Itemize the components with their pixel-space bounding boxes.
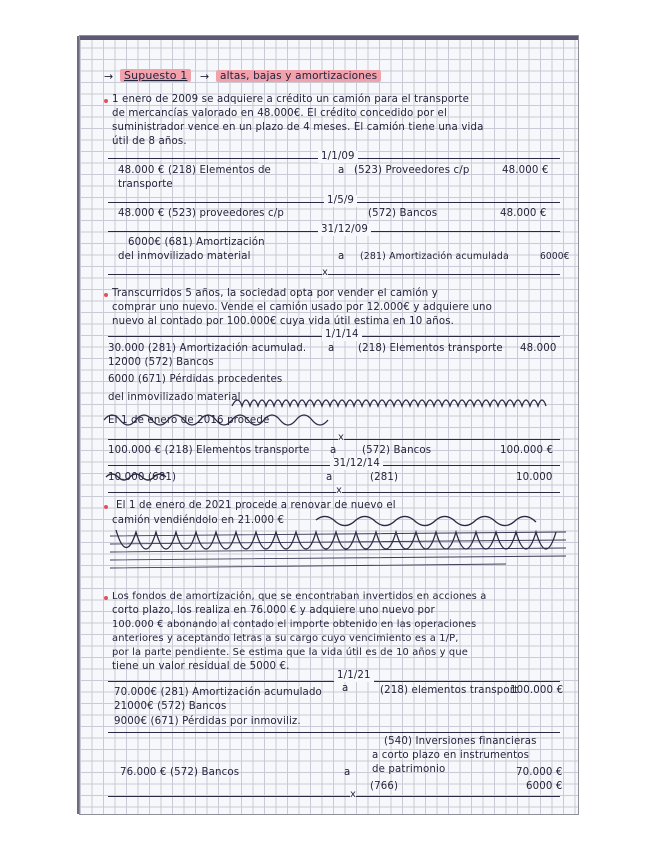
notebook-page xyxy=(80,36,578,814)
entry-credit: (572) Bancos xyxy=(368,208,438,219)
section2-line-1: Transcurridos 5 años, la sociedad opta por vender el camión y xyxy=(112,288,438,299)
section4-line-5: por la parte pendiente. Se estima que la vida útil es de 10 años y que xyxy=(112,647,468,658)
entry-date: 1/1/09 xyxy=(318,151,358,163)
bullet-icon xyxy=(104,293,108,297)
entry-debit-cont: del inmovilizado material xyxy=(108,392,241,403)
entry-debit: 100.000 € (218) Elementos transporte xyxy=(108,445,310,456)
entry-credit: (218) Elementos transporte xyxy=(358,343,503,354)
bullet-icon xyxy=(104,505,108,509)
journal-separator xyxy=(108,732,560,733)
journal-end-line xyxy=(108,492,560,493)
entry-amount: 6000 € xyxy=(526,781,563,792)
entry-a: a xyxy=(342,683,349,694)
entry-amount: 6000€ xyxy=(540,251,570,262)
entry-debit-cont: del inmovilizado material xyxy=(118,251,251,262)
entry-amount: 100.000 € xyxy=(510,685,564,696)
section4-line-4: anteriores y aceptando letras a su cargo cuyo vencimiento es a 1/P, xyxy=(112,633,459,644)
entry-credit: (572) Bancos xyxy=(362,445,432,456)
entry-a: a xyxy=(328,343,335,354)
entry-credit: (281) xyxy=(370,472,399,483)
section1-line-4: útil de 8 años. xyxy=(112,136,187,147)
entry-credit-cont: a corto plazo en instrumentos xyxy=(372,750,530,761)
entry-debit: 9000€ (671) Pérdidas por inmoviliz. xyxy=(114,716,301,727)
entry-debit: 70.000€ (281) Amortización acumulado xyxy=(114,687,322,698)
scribble-strikeout xyxy=(106,514,566,578)
entry-debit: 30.000 (281) Amortización acumulad. xyxy=(108,343,307,354)
entry-amount: 48.000 € xyxy=(502,165,549,176)
arrow-icon: → xyxy=(104,70,114,83)
entry-a: a xyxy=(326,472,333,483)
section2-line-3: nuevo al contado por 100.000€ cuya vida útil estima en 10 años. xyxy=(112,316,455,327)
section4-line-6: tiene un valor residual de 5000 €. xyxy=(112,661,290,672)
section4-line-1: Los fondos de amortización, que se encontraban invertidos en acciones a xyxy=(112,591,487,602)
crossed-out-text: El 1 de enero de 2016 procede xyxy=(108,415,270,426)
page-subtitle: altas, bajas y amortizaciones xyxy=(216,70,381,82)
section1-line-1: 1 enero de 2009 se adquiere a crédito un camión para el transporte xyxy=(112,94,470,105)
page-title: Supuesto 1 xyxy=(120,70,191,82)
cross-mark-icon: x xyxy=(336,485,342,496)
journal-end-line xyxy=(108,274,560,275)
scribble-strikeout xyxy=(102,408,332,434)
entry-a: a xyxy=(338,251,345,262)
entry-debit: 48.000 € (218) Elementos de xyxy=(118,165,271,176)
entry-credit: (218) elementos transport xyxy=(380,685,519,696)
entry-credit: (766) xyxy=(370,781,399,792)
cross-mark-icon: x xyxy=(350,789,356,800)
entry-date: 1/5/9 xyxy=(324,195,357,207)
section4-line-2: corto plazo, los realiza en 76.000 € y adquiere uno nuevo por xyxy=(112,605,435,616)
entry-credit: (523) Proveedores c/p xyxy=(354,165,470,176)
entry-debit: 21000€ (572) Bancos xyxy=(114,701,227,712)
entry-amount: 48.000 xyxy=(520,343,557,354)
entry-amount: 48.000 € xyxy=(500,208,547,219)
entry-credit: (540) Inversiones financieras xyxy=(384,736,537,747)
section1-line-2: de mercancías valorado en 48.000€. El crédito concedido por el xyxy=(112,108,447,119)
cross-mark-icon: x xyxy=(338,432,344,443)
entry-amount: 100.000 € xyxy=(500,445,554,456)
entry-debit: 6000 (671) Pérdidas procedentes xyxy=(108,374,283,385)
section1-line-3: suministrador vence en un plazo de 4 meses. El camión tiene una vida xyxy=(112,122,484,133)
entry-date: 31/12/09 xyxy=(318,224,371,236)
entry-debit: 6000€ (681) Amortización xyxy=(128,237,265,248)
entry-date: 31/12/14 xyxy=(330,458,383,470)
entry-credit-cont: de patrimonio xyxy=(372,764,446,775)
entry-debit-cont: transporte xyxy=(118,179,173,190)
entry-debit: 76.000 € (572) Bancos xyxy=(120,767,240,778)
entry-amount: 70.000 € xyxy=(516,767,563,778)
scribble-strikeout xyxy=(104,470,177,484)
entry-date: 1/1/21 xyxy=(334,670,374,682)
cross-mark-icon: x xyxy=(322,267,328,278)
entry-a: a xyxy=(344,767,351,778)
section2-line-2: comprar uno nuevo. Vende el camión usado por 12.000€ y adquiere uno xyxy=(112,302,493,313)
journal-separator xyxy=(108,439,560,440)
entry-date: 1/1/14 xyxy=(322,329,362,341)
entry-debit: 10.000 (681) xyxy=(108,472,177,483)
section4-line-3: 100.000 € abonando al contado el importe obtenido en las operaciones xyxy=(112,619,477,630)
journal-end-line xyxy=(108,796,560,797)
bullet-icon xyxy=(104,99,108,103)
arrow-icon: → xyxy=(200,70,210,83)
bullet-icon xyxy=(104,596,108,600)
entry-credit: (281) Amortización acumulada xyxy=(360,251,509,262)
section3-line-1: El 1 de enero de 2021 procede a renovar de nuevo el xyxy=(116,500,396,511)
section3-line-2: camión vendiéndolo en 21.000 € xyxy=(112,515,285,526)
entry-amount: 10.000 xyxy=(516,472,553,483)
entry-a: a xyxy=(338,165,345,176)
entry-debit: 12000 (572) Bancos xyxy=(108,357,214,368)
entry-debit: 48.000 € (523) proveedores c/p xyxy=(118,208,284,219)
entry-a: a xyxy=(330,445,337,456)
